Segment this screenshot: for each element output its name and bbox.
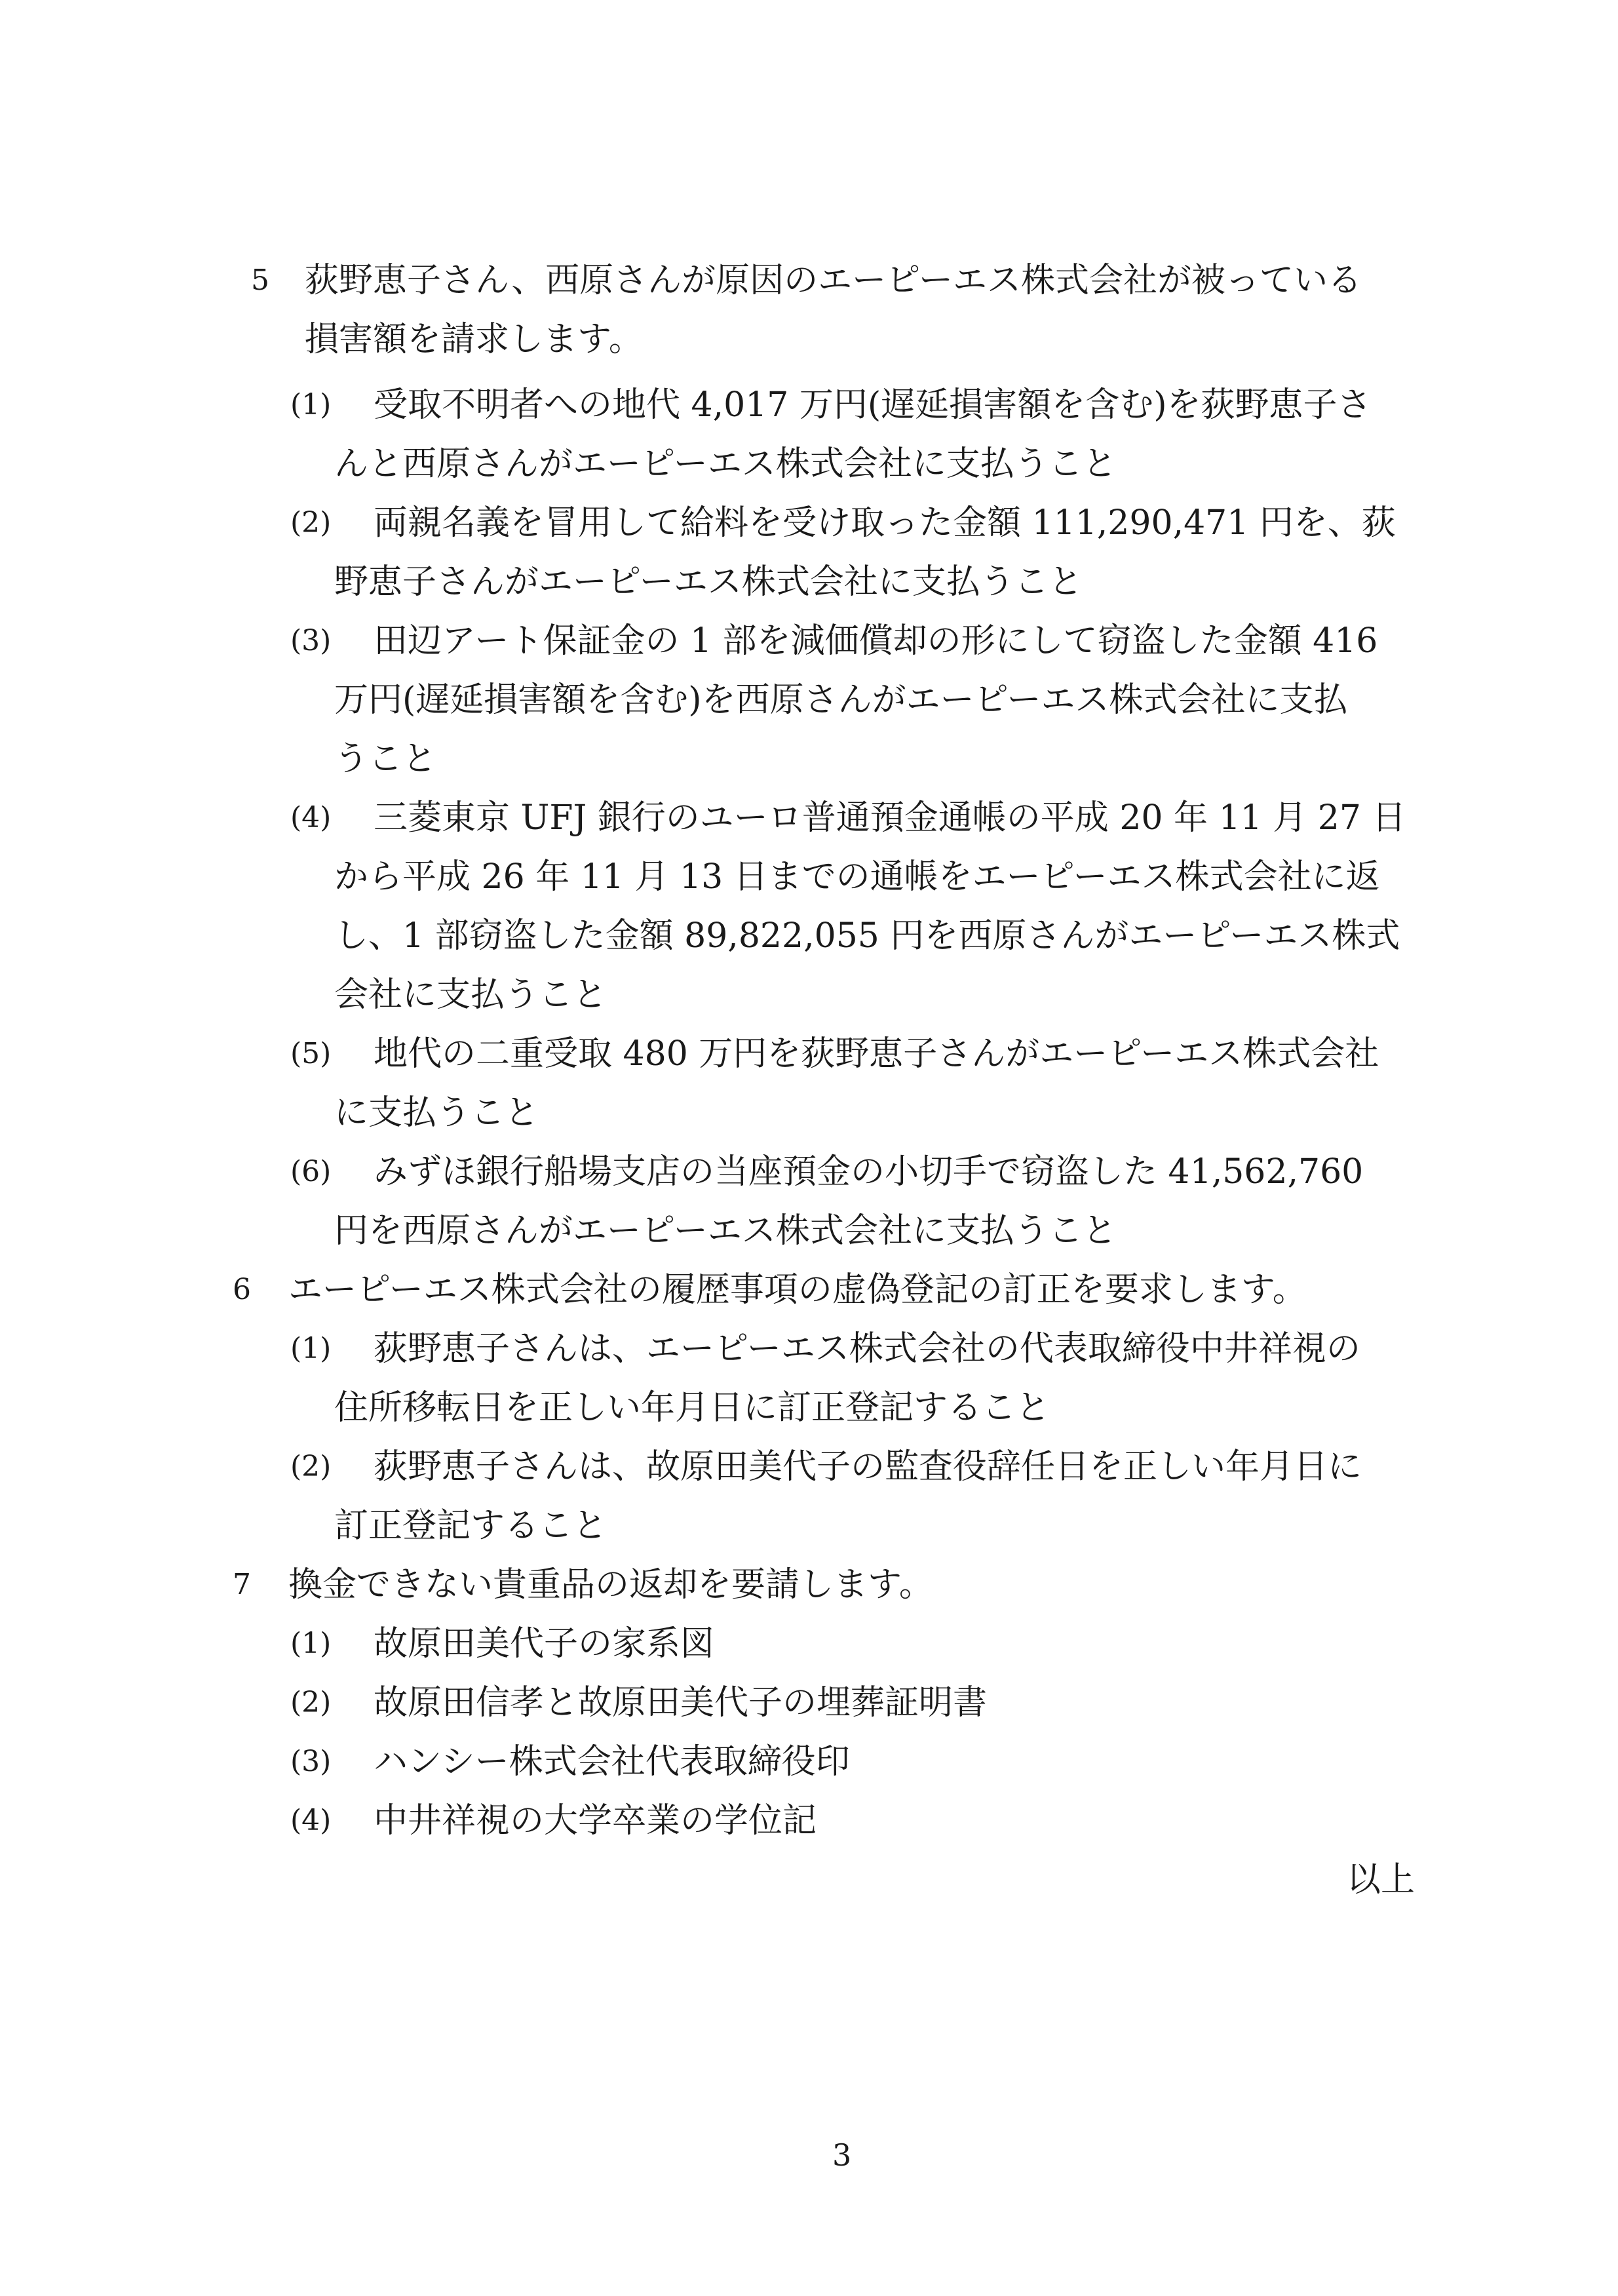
section-number: 6 [233,1273,251,1306]
item-number: (2) [290,1450,332,1483]
item-number: (6) [290,1155,332,1188]
section-heading-line: 換金できない貴重品の返却を要請します。 [288,1565,933,1605]
item-text-line: 中井祥視の大学卒業の学位記 [374,1801,817,1840]
item-number: (2) [290,1686,332,1719]
item-number: (5) [290,1037,332,1070]
item-text-line: に支払うこと [334,1093,539,1133]
item-text-line: 円を西原さんがエーピーエス株式会社に支払うこと [334,1211,1117,1251]
item-number: (4) [290,801,332,834]
item-text-line: 野恵子さんがエーピーエス株式会社に支払うこと [334,562,1083,602]
item-text-line: 万円(遅延損害額を含む)を西原さんがエーピーエス株式会社に支払 [334,680,1348,720]
section-number: 5 [251,263,269,297]
item-number: (1) [290,388,332,421]
item-text-line: 三菱東京 UFJ 銀行のユーロ普通預金通帳の平成 20 年 11 月 27 日 [374,798,1406,838]
section-heading-line: 損害額を請求します。 [305,320,643,359]
item-number: (1) [290,1627,332,1660]
item-text-line: 訂正登記すること [334,1506,607,1546]
item-text-line: し、1 部窃盗した金額 89,822,055 円を西原さんがエーピーエス株式 [334,916,1400,956]
item-text-line: ハンシー株式会社代表取締役印 [374,1742,850,1781]
section-number: 7 [233,1568,251,1601]
item-text-line: から平成 26 年 11 月 13 日までの通帳をエーピーエス株式会社に返 [334,857,1380,897]
item-text-line: 両親名義を冒用して給料を受け取った金額 111,290,471 円を、荻 [374,503,1396,543]
item-text-line: 田辺アート保証金の 1 部を減価償却の形にして窃盗した金額 416 [374,621,1378,661]
item-text-line: んと西原さんがエーピーエス株式会社に支払うこと [334,444,1117,484]
section-heading-line: エーピーエス株式会社の履歴事項の虚偽登記の訂正を要求します。 [288,1270,1307,1310]
item-text-line: うこと [334,739,437,779]
item-text-line: みずほ銀行船場支店の当座預金の小切手で窃盗した 41,562,760 [374,1152,1364,1192]
page-number: 3 [832,2137,852,2173]
closing-text: 以上 [1347,1860,1416,1899]
item-text-line: 故原田美代子の家系図 [374,1624,715,1664]
item-text-line: 地代の二重受取 480 万円を荻野恵子さんがエーピーエス株式会社 [374,1034,1379,1074]
item-text-line: 住所移転日を正しい年月日に訂正登記すること [334,1388,1050,1428]
section-heading-line: 荻野恵子さん、西原さんが原因のエーピーエス株式会社が被っている [305,261,1362,300]
item-text-line: 荻野恵子さんは、故原田美代子の監査役辞任日を正しい年月日に [374,1447,1362,1487]
item-number: (4) [290,1804,332,1837]
item-text-line: 受取不明者への地代 4,017 万円(遅延損害額を含む)を荻野恵子さ [374,385,1372,425]
item-number: (1) [290,1332,332,1365]
item-number: (3) [290,1745,332,1778]
item-text-line: 荻野恵子さんは、エーピーエス株式会社の代表取締役中井祥視の [374,1329,1360,1369]
item-text-line: 会社に支払うこと [334,975,607,1015]
item-number: (3) [290,624,332,657]
item-text-line: 故原田信孝と故原田美代子の埋葬証明書 [374,1683,988,1722]
item-number: (2) [290,506,332,539]
